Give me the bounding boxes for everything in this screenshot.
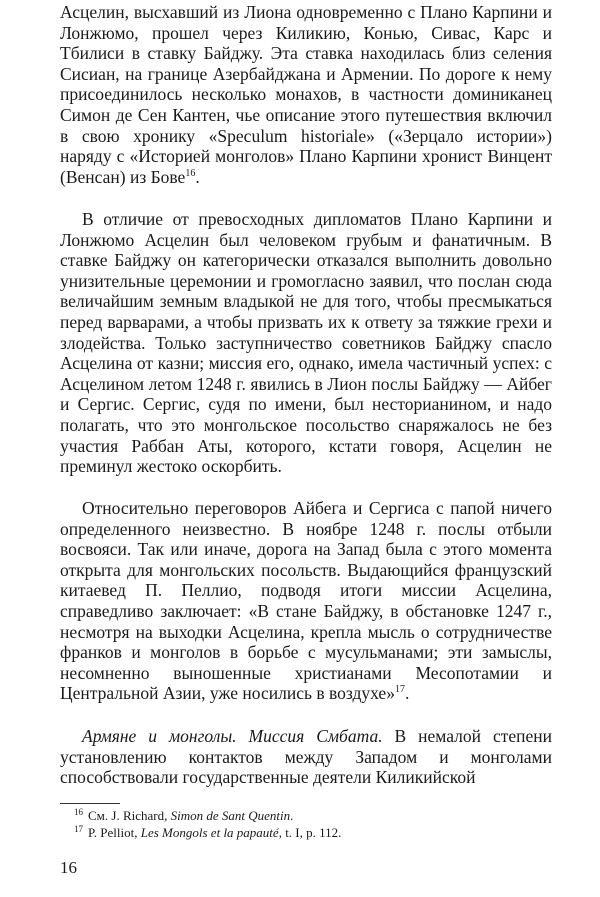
footnote-suffix: . [290, 808, 294, 823]
footnote-17 [74, 824, 544, 841]
footnote-title: Simon de Sant Quentin [170, 808, 291, 823]
section-heading: Армяне и монголы. Миссия Смбата. [82, 726, 383, 746]
footnote-prefix: P. Pelliot, [88, 825, 141, 840]
paragraph-asselin-journey [60, 2, 552, 187]
paragraph-negotiations [60, 498, 552, 704]
footnote-title: Les Mongols et la papauté [140, 825, 279, 840]
paragraph-text: Относительно переговоров Айбега и Сергиса с папой ничего определенного неизвестно. В ноябре 1248 г. послы отбыли восвояси. Так или иначе, дорога на Запад была с этого момента открыта для монгольских посольств. Выдающийся французский китаевед П. Пеллио, подводя итоги миссии Асцелина, справедливо заключает: «В стане Байджу, в обстановке 1247 г., несмотря на выходки Асцелина, крепла мысль о сотрудничестве франков и монголов в борьбе с мусульманами; эти замыслы, несомненно выношенные христианами Месопотамии и Центральной Азии, уже носились в воздухе» [60, 498, 552, 704]
paragraph-end: . [195, 166, 200, 187]
footnote-prefix: См. J. Richard, [88, 808, 171, 823]
footnote-number: 17 [74, 823, 83, 834]
footnote-divider [60, 803, 120, 804]
footnote-number: 16 [74, 806, 83, 817]
paragraph-end: . [404, 683, 410, 704]
footnote-ref: 16 [185, 167, 196, 179]
paragraph-smbat-mission [60, 726, 552, 788]
footnotes [74, 807, 544, 841]
paragraph-asselin-character [60, 209, 552, 477]
footnote-suffix: , t. I, p. 112. [278, 825, 342, 840]
footnote-16 [74, 807, 544, 824]
page-number: 16 [60, 858, 77, 877]
paragraph-text: В отличие от превосходных дипломатов Плано Карпини и Лонжюмо Асцелин был человеком грубым и фанатичным. В ставке Байджу он категорически отказался выполнить довольно унизительные церемонии и громогласно заявил, что послан сюда величайшим земным владыкой не для того, чтобы пресмыкаться перед варварами, а чтобы призвать их к ответу за тяжкие грехи и злодейства. Только заступничество советников Байджу спасло Асцелина от казни; миссия его, однако, имела частичный успех: с Асцелином летом 1248 г. явились в Лион послы Байджу — Айбег и Сергис. Сергис, судя по имени, был несторианином, и надо полагать, что это монгольское посольство снаряжалось не без участия Раббан Аты, которого, кстати говоря, Асцелин не преминул жестоко оскорбить. [60, 209, 552, 477]
paragraph-text: В немалой степени установлению контактов между Западом и монголами способствовали государственные деятели Киликийской [60, 726, 552, 788]
footnote-ref: 17 [394, 684, 405, 696]
paragraph-text: Асцелин, высхавший из Лиона одновременно с Плано Карпини и Лонжюмо, прошел через Киликию, Конью, Сивас, Карс и Тбилиси в ставку Байджу. Эта ставка находилась близ селения Сисиан, на границе Азербайджана и Армении. По дороге к нему присоединилось несколько монахов, в частности доминиканец Симон де Сен Кантен, чье описание этого путешествия включил в свою хронику «Speculum historiale» («Зерцало истории») наряду с «Историей монголов» Плано Карпини хронист Винцент (Венсан) из Бове [60, 2, 552, 187]
